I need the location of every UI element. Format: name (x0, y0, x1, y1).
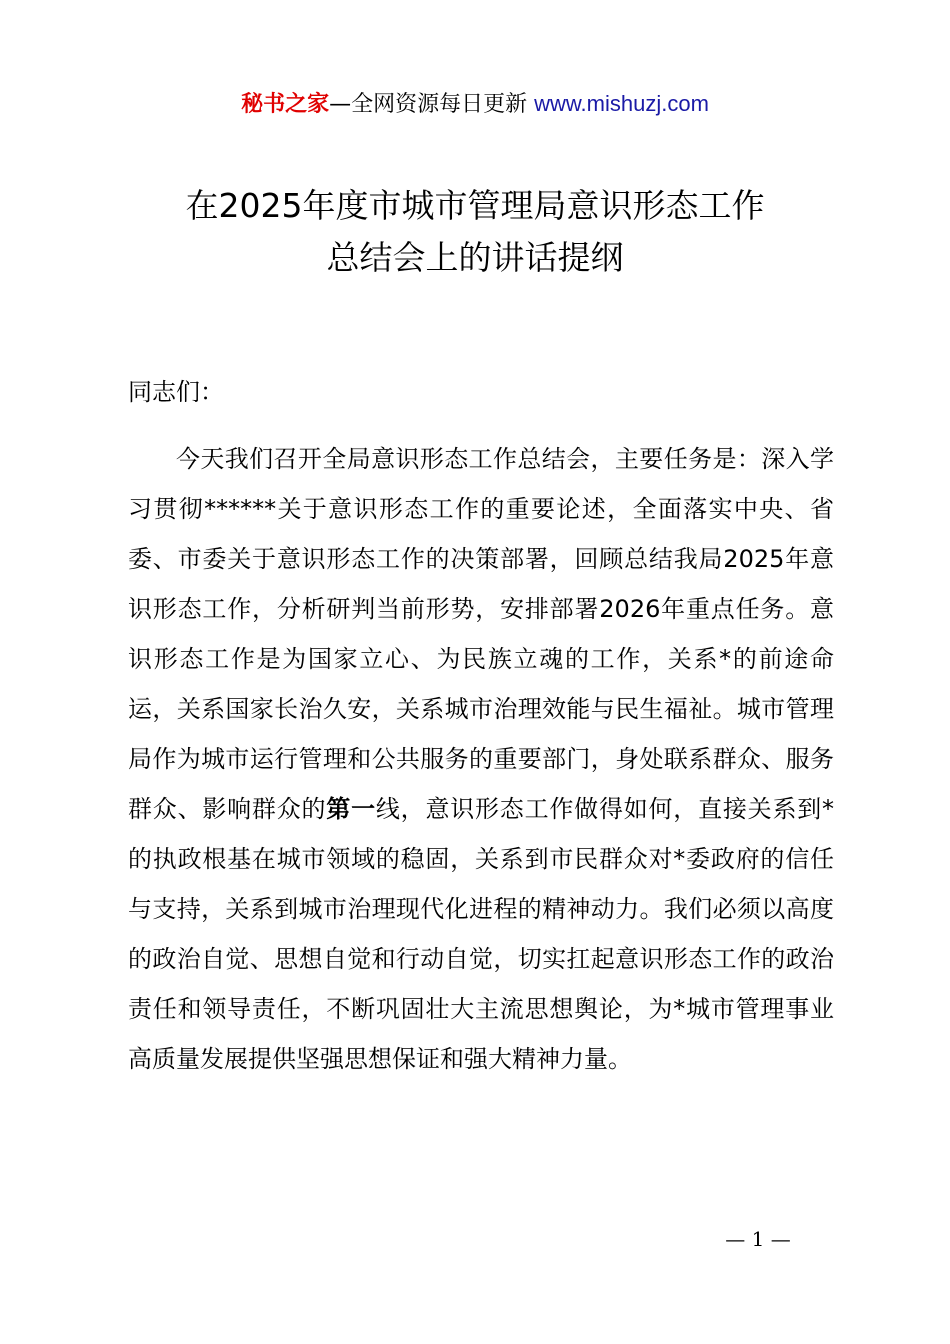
paragraph-text-part-1: 今天我们召开全局意识形态工作总结会，主要任务是：深入学习贯彻******关于意识形态工作的重要论述，全面落实中央、省委、市委关于意识形态工作的决策部署，回顾总结我局2025年意识形态工作，分析研判当前形势，安排部署2026年重点任务。意识形态工作是为国家立心、为民族立魂的工作，关系*的前途命运，关系国家长治久安，关系城市治理效能与民生福祉。城市管理局作为城市运行管理和公共服务的重要部门，身处联系群众、服务群众、影响群众的 (128, 445, 834, 823)
site-header (0, 88, 950, 121)
site-url-link[interactable]: www.mishuzj.com (534, 91, 709, 116)
body-paragraph (128, 434, 834, 1084)
salutation: 同志们： (128, 378, 224, 406)
page-number: — 1 — (725, 1227, 791, 1251)
title-line-1: 在2025年度市城市管理局意识形态工作 (185, 186, 765, 225)
brand-name: 秘书之家 (241, 92, 330, 117)
paragraph-bold-text: 第一 (326, 795, 376, 823)
paragraph-text-part-2: 线，意识形态工作做得如何，直接关系到*的执政根基在城市领域的稳固，关系到市民群众对*委政府的信任与支持，关系到城市治理现代化进程的精神动力。我们必须以高度的政治自觉、思想自觉和行动自觉，切实扛起意识形态工作的政治责任和领导责任，不断巩固壮大主流思想舆论，为*城市管理事业高质量发展提供坚强思想保证和强大精神力量。 (128, 795, 835, 1073)
document-title (0, 180, 950, 284)
title-line-2: 总结会上的讲话提纲 (326, 238, 624, 277)
header-tagline: —全网资源每日更新 (329, 92, 535, 117)
